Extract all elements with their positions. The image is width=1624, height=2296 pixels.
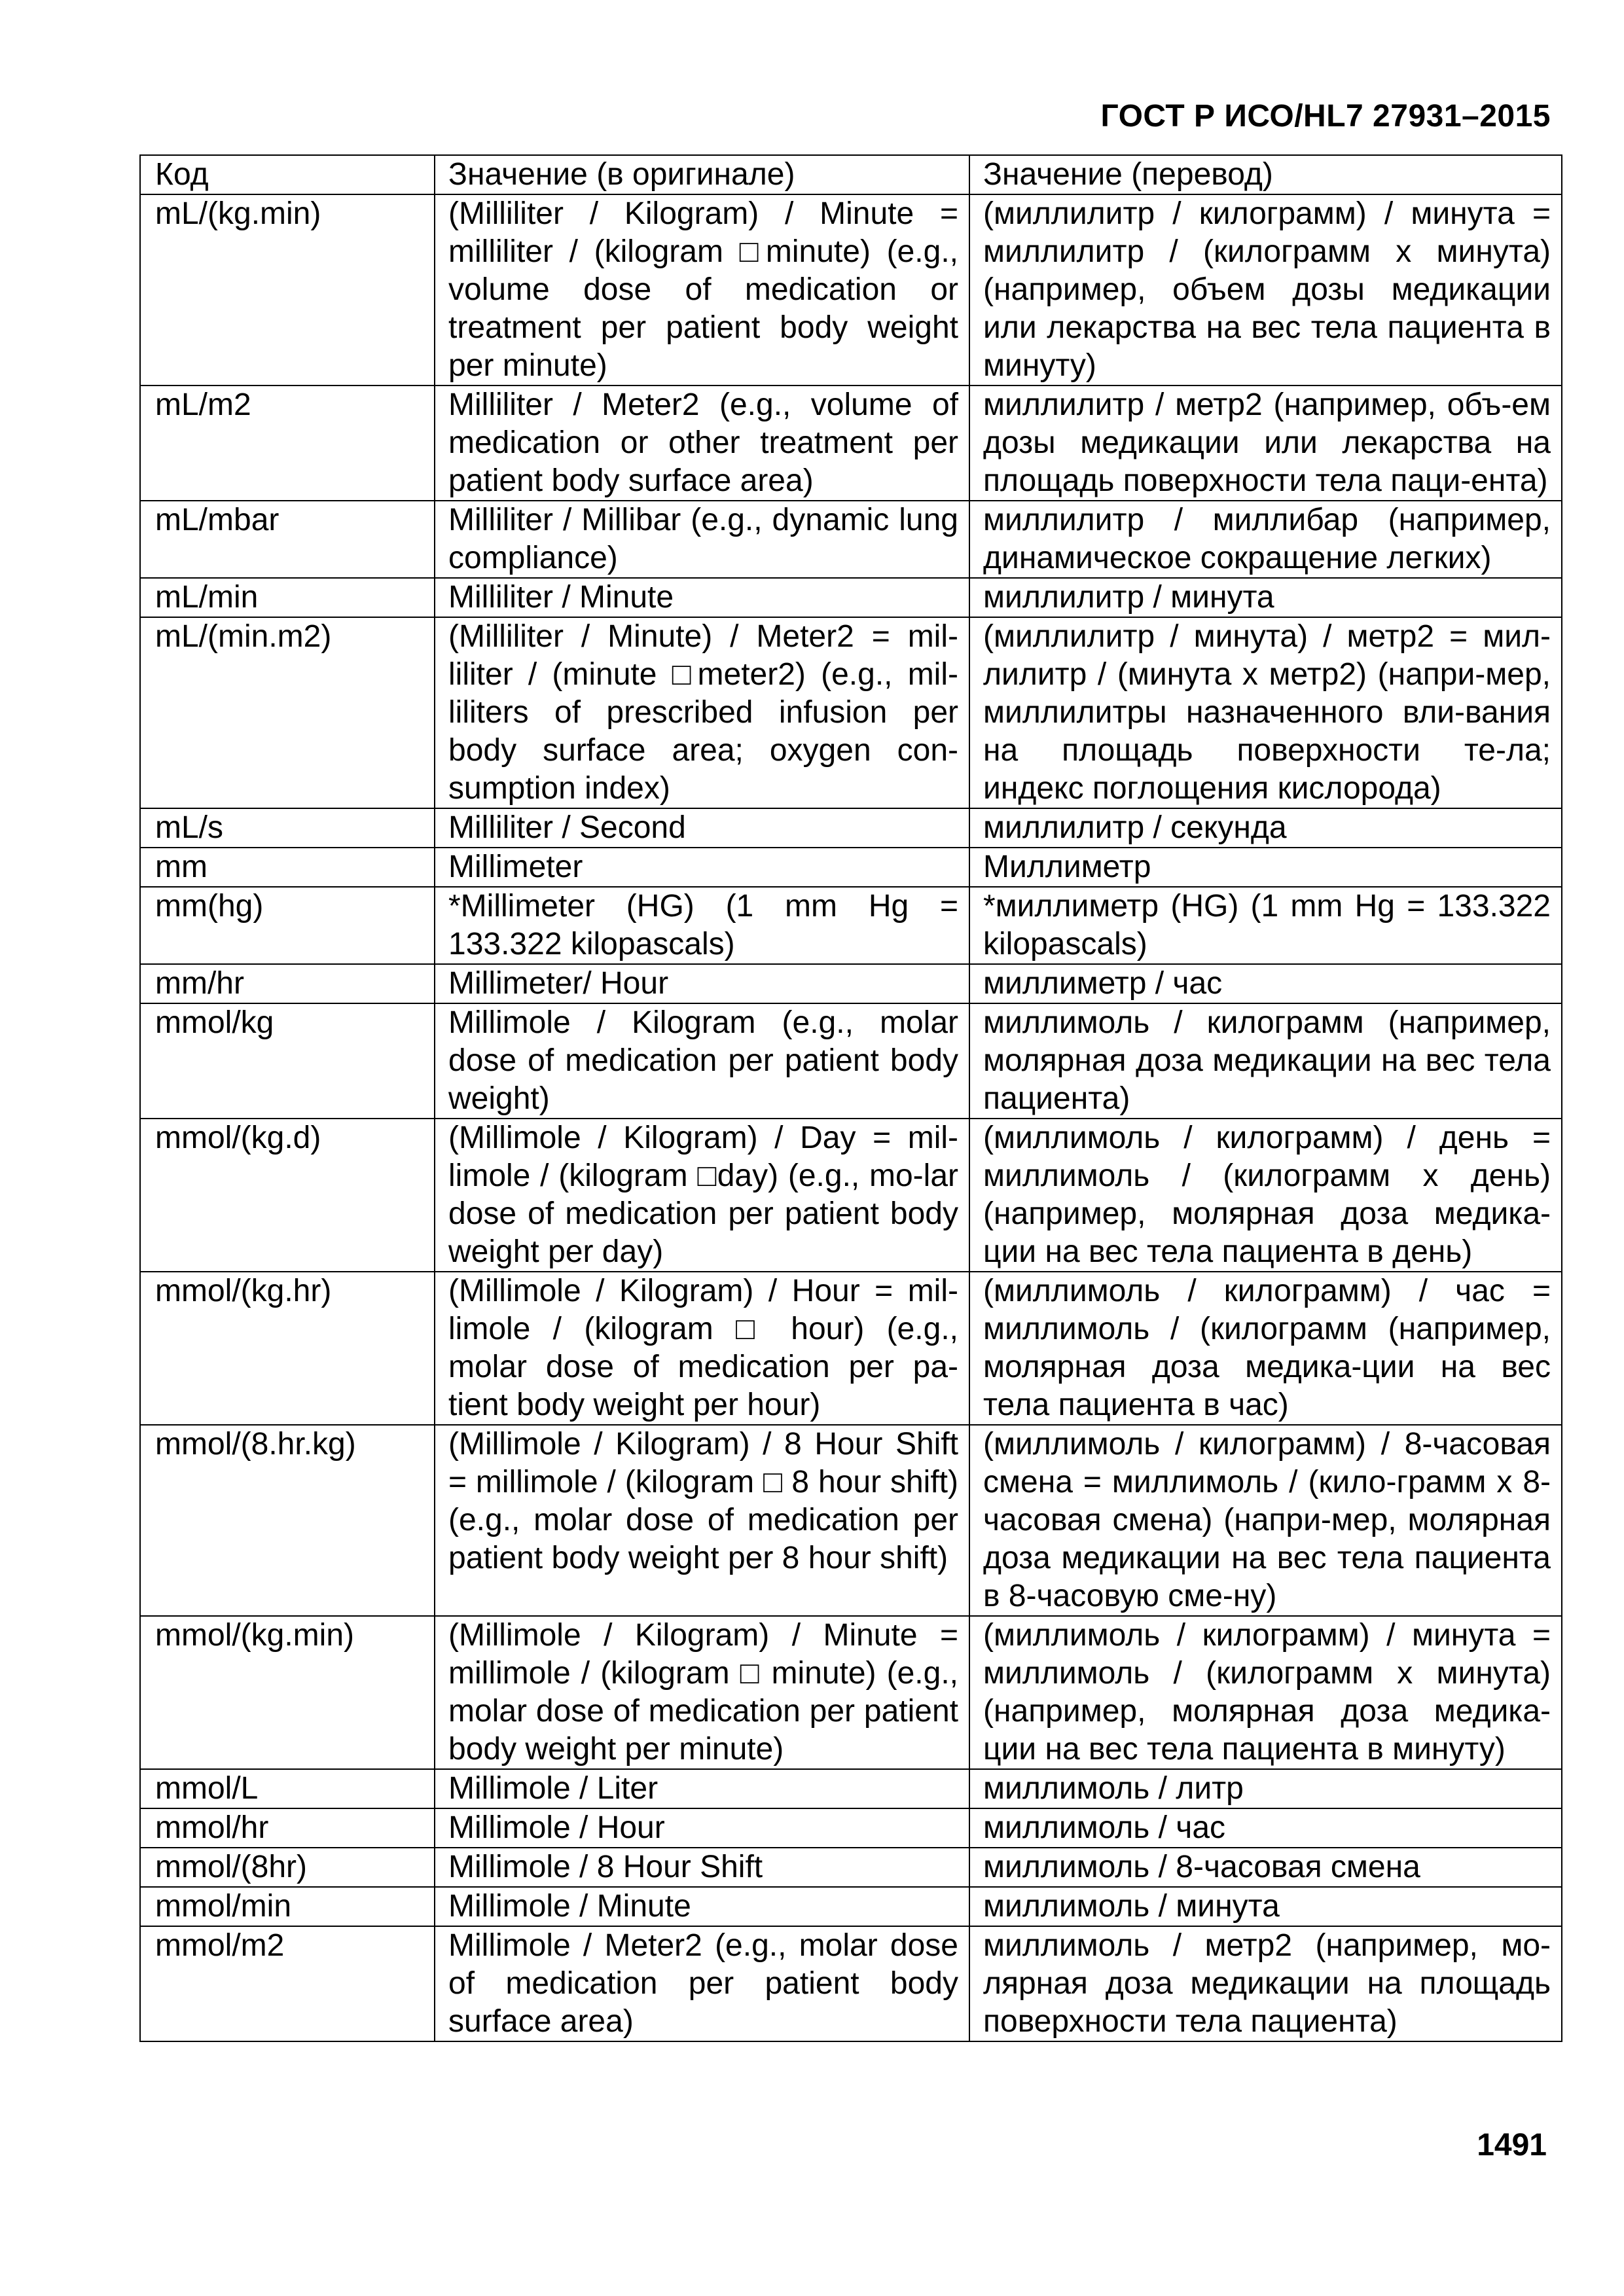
cell-translation: (миллимоль / килограмм) / день = миллимоль / (килограмм x день) (например, молярная доза медика-ции на вес тела пациента в день) [969, 1119, 1562, 1272]
cell-code: mmol/L [140, 1769, 435, 1808]
cell-code: mm/hr [140, 964, 435, 1003]
cell-original: (Milliliter / Kilogram) / Minute = milliliter / (kilogram □minute) (e.g., volume dose of medication or treatment per patient body weight per minute) [435, 194, 969, 386]
cell-translation: (миллимоль / килограмм) / минута = миллимоль / (килограмм x минута) (например, молярная доза медика-ции на вес тела пациента в минуту) [969, 1616, 1562, 1769]
column-header-translation: Значение (перевод) [969, 155, 1562, 194]
table-row [140, 501, 1562, 578]
table-row [140, 1926, 1562, 2041]
cell-original: (Millimole / Kilogram) / Day = mil-limole / (kilogram □day) (e.g., mo-lar dose of medication per patient body weight per day) [435, 1119, 969, 1272]
cell-code: mmol/min [140, 1887, 435, 1926]
table-row [140, 887, 1562, 964]
table-row [140, 386, 1562, 501]
cell-translation: миллимоль / литр [969, 1769, 1562, 1808]
cell-original: Millimole / Minute [435, 1887, 969, 1926]
cell-original: *Millimeter (HG) (1 mm Hg = 133.322 kilopascals) [435, 887, 969, 964]
cell-original: Millimole / Liter [435, 1769, 969, 1808]
cell-code: mmol/(kg.hr) [140, 1272, 435, 1425]
table-row [140, 1119, 1562, 1272]
cell-code: mL/(kg.min) [140, 194, 435, 386]
table-row [140, 1769, 1562, 1808]
cell-translation: миллилитр / минута [969, 578, 1562, 617]
cell-translation: миллимоль / килограмм (например, молярная доза медикации на вес тела пациента) [969, 1003, 1562, 1119]
cell-original: Milliliter / Second [435, 808, 969, 848]
cell-code: mmol/(8hr) [140, 1848, 435, 1887]
table-row [140, 1425, 1562, 1616]
cell-code: mmol/m2 [140, 1926, 435, 2041]
cell-translation: миллимоль / час [969, 1808, 1562, 1848]
table-row [140, 1887, 1562, 1926]
cell-translation: миллилитр / миллибар (например, динамическое сокращение легких) [969, 501, 1562, 578]
table-header-row [140, 155, 1562, 194]
table-row [140, 617, 1562, 808]
cell-translation: миллимоль / метр2 (например, мо-лярная доза медикации на площадь поверхности тела пациента) [969, 1926, 1562, 2041]
table-row [140, 848, 1562, 887]
cell-code: mL/min [140, 578, 435, 617]
table-row [140, 1272, 1562, 1425]
cell-code: mL/m2 [140, 386, 435, 501]
cell-translation: миллимоль / 8-часовая смена [969, 1848, 1562, 1887]
cell-translation: Миллиметр [969, 848, 1562, 887]
table-row [140, 1003, 1562, 1119]
cell-original: (Millimole / Kilogram) / Minute = millimole / (kilogram □ minute) (e.g., molar dose of medication per patient body weight per minute) [435, 1616, 969, 1769]
cell-translation: миллимоль / минута [969, 1887, 1562, 1926]
cell-original: Millimole / Meter2 (e.g., molar dose of medication per patient body surface area) [435, 1926, 969, 2041]
cell-code: mmol/(kg.d) [140, 1119, 435, 1272]
cell-original: (Millimole / Kilogram) / Hour = mil-limole / (kilogram □ hour) (e.g., molar dose of medication per pa-tient body weight per hour) [435, 1272, 969, 1425]
units-table [139, 154, 1562, 2042]
cell-code: mmol/(8.hr.kg) [140, 1425, 435, 1616]
cell-translation: миллилитр / метр2 (например, объ-ем дозы медикации или лекарства на площадь поверхности тела паци-ента) [969, 386, 1562, 501]
cell-code: mm [140, 848, 435, 887]
cell-original: (Millimole / Kilogram) / 8 Hour Shift = millimole / (kilogram □ 8 hour shift) (e.g., molar dose of medication per patient body weight per 8 hour shift) [435, 1425, 969, 1616]
cell-original: Milliliter / Millibar (e.g., dynamic lung compliance) [435, 501, 969, 578]
cell-code: mmol/(kg.min) [140, 1616, 435, 1769]
cell-code: mmol/kg [140, 1003, 435, 1119]
table-row [140, 1808, 1562, 1848]
cell-original: Millimole / 8 Hour Shift [435, 1848, 969, 1887]
cell-original: Millimole / Kilogram (e.g., molar dose of medication per patient body weight) [435, 1003, 969, 1119]
cell-original: Milliliter / Minute [435, 578, 969, 617]
column-header-original: Значение (в оригинале) [435, 155, 969, 194]
table-row [140, 1616, 1562, 1769]
table-row [140, 964, 1562, 1003]
cell-original: Millimole / Hour [435, 1808, 969, 1848]
column-header-code: Код [140, 155, 435, 194]
cell-original: Millimeter/ Hour [435, 964, 969, 1003]
cell-translation: (миллилитр / минута) / метр2 = мил-лилитр / (минута x метр2) (напри-мер, миллилитры назначенного вли-вания на площадь поверхности те-ла; индекс поглощения кислорода) [969, 617, 1562, 808]
cell-code: mL/mbar [140, 501, 435, 578]
cell-original: Milliliter / Meter2 (e.g., volume of medication or other treatment per patient body surface area) [435, 386, 969, 501]
page-number: 1491 [1477, 2128, 1547, 2162]
table-row [140, 194, 1562, 386]
table-row [140, 578, 1562, 617]
document-header: ГОСТ Р ИСО/HL7 27931–2015 [1100, 99, 1551, 134]
cell-code: mL/(min.m2) [140, 617, 435, 808]
cell-original: Millimeter [435, 848, 969, 887]
cell-original: (Milliliter / Minute) / Meter2 = mil-liliter / (minute □meter2) (e.g., mil-liliters of prescribed infusion per body surface area; oxygen con-sumption index) [435, 617, 969, 808]
table-row [140, 808, 1562, 848]
cell-translation: *миллиметр (HG) (1 mm Hg = 133.322 kilopascals) [969, 887, 1562, 964]
cell-translation: (миллимоль / килограмм) / 8-часовая смена = миллимоль / (кило-грамм x 8-часовая смена) (напри-мер, молярная доза медикации на вес тела пациента в 8-часовую сме-ну) [969, 1425, 1562, 1616]
table-row [140, 1848, 1562, 1887]
cell-translation: миллилитр / секунда [969, 808, 1562, 848]
cell-code: mmol/hr [140, 1808, 435, 1848]
cell-translation: (миллимоль / килограмм) / час = миллимоль / (килограмм (например, молярная доза медика-ции на вес тела пациента в час) [969, 1272, 1562, 1425]
cell-translation: миллиметр / час [969, 964, 1562, 1003]
cell-code: mL/s [140, 808, 435, 848]
cell-code: mm(hg) [140, 887, 435, 964]
cell-translation: (миллилитр / килограмм) / минута = миллилитр / (килограмм x минута) (например, объем дозы медикации или лекарства на вес тела пациента в минуту) [969, 194, 1562, 386]
